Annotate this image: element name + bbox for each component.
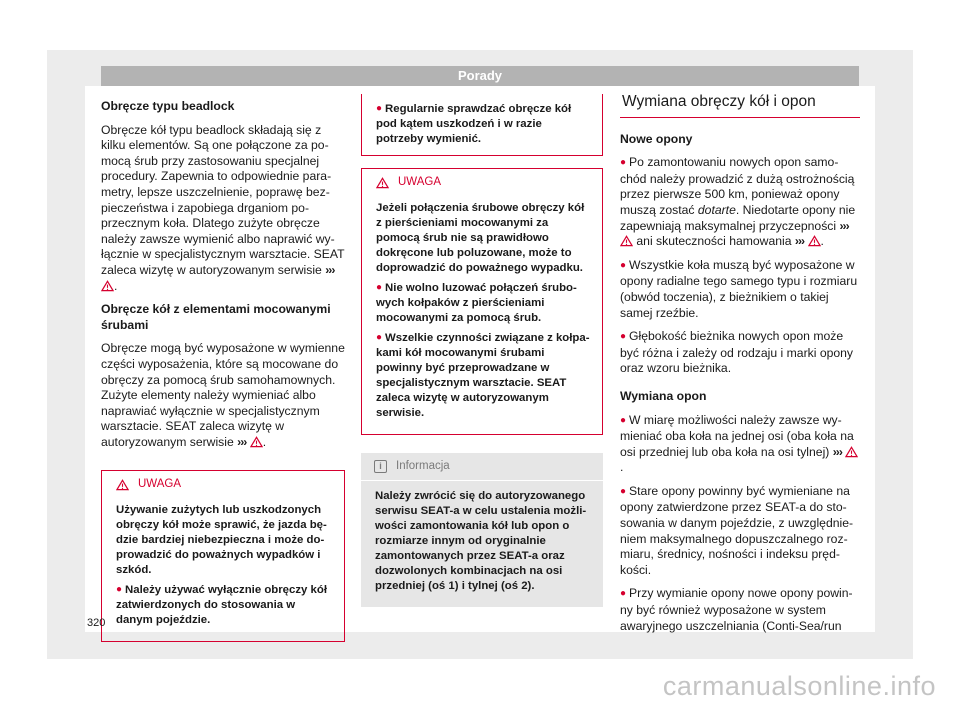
info-box-header — [361, 453, 603, 481]
info-text: Należy zwrócić się do autoryzowanego serwisu SEAT-a w celu ustalenia możliwości zamontowania kół lub opon o rozmiarze innym od oryginalnie zamontowanych przez SEAT-a oraz dozwolonych kombinacjach na osi przedniej (oś 1) i tylnej (oś 2). — [375, 490, 587, 592]
warning-triangle-icon — [376, 177, 389, 189]
bullet-icon: ● — [620, 259, 627, 271]
warning-body — [102, 498, 344, 641]
info-box — [361, 453, 603, 607]
section-title: Wymiana obręczy kół i opon — [620, 94, 860, 118]
heading-beadlock: Obręcze typu beadlock — [101, 99, 235, 113]
bullet-icon: ● — [620, 331, 627, 343]
bullet-icon: ● — [376, 282, 383, 293]
page-header: Porady — [101, 66, 859, 86]
paragraph-beadlock: Obręcze kół typu beadlock składają się z kilku elementów. Są one połączone za pomocą śrub przy zastosowaniu specjalnej procedury. Zapewnia to odpowiednie parametry, lepsze uszczelnienie, poprawę bezpieczeństwa i zapobiega drganiom poprzecznym koła. Dlatego zużyte obręcze należy zawsze wymienić albo naprawić wyłącznie w specjalistycznym warsztacie. SEAT zaleca wizytę w autoryzowanym serwisie ››› . — [101, 122, 345, 293]
watermark: carmanualsonline.info — [662, 671, 936, 701]
warning-bullet: ● Regularnie sprawdzać obręcze kół pod kątem uszkodzeń i w razie potrzeby wymienić. — [376, 103, 572, 145]
warning-triangle-icon — [845, 446, 858, 458]
list-item: ● Po zamontowaniu nowych opon samochód należy prowadzić z dużą ostrożnością przez pierwsze 500 km, ponieważ opony muszą zostać dotarte. Niedotarte opony nie zapewniają maksymalnej przyczepności ››› ani skuteczności hamowania ››› . — [620, 155, 856, 249]
reference-arrows: ››› — [237, 434, 247, 449]
warning-box — [101, 470, 345, 642]
warning-text: Jeżeli połączenia śrubowe obręczy kół z pierścieniami mocowanymi za pomocą śrub nie są prawidłowo dokręcone lub poluzowane, może to doprowadzić do poważnego wypadku. — [376, 202, 585, 274]
reference-arrows: ››› — [839, 218, 849, 233]
bullet-icon: ● — [620, 485, 627, 497]
warning-bullet: ● Należy używać wyłącznie obręczy kół zatwierdzonych do stosowania w danym pojeździe. — [116, 584, 328, 627]
warning-box-header — [102, 471, 344, 498]
list-item: ● W miarę możliwości należy zawsze wymieniać oba koła na jednej osi (oba koła na osi przedniej lub oba koła na osi tylnej) ››› . — [620, 413, 860, 476]
column-left — [101, 99, 345, 642]
list-item: ● Stare opony powinny być wymieniane na opony zatwierdzone przez SEAT-a do stosowania w danym pojeździe, z uwzględnieniem maksymalnego dopuszczalnego rozmiaru, średnicy, nośności i indeksu prędkości. — [620, 483, 854, 577]
warning-bullet: ● Nie wolno luzować połączeń śrubowych kołpaków z pierścieniami mocowanymi za pomocą śrub. — [376, 282, 577, 324]
warning-box — [361, 168, 603, 435]
warning-box-continued — [361, 94, 603, 156]
info-label: Informacja — [396, 460, 450, 472]
bullet-icon: ● — [620, 588, 627, 600]
bullet-icon: ● — [620, 157, 627, 169]
warning-box-header — [362, 169, 602, 196]
column-middle — [361, 94, 603, 607]
reference-arrows: ››› — [794, 234, 805, 249]
info-icon: i — [374, 460, 387, 473]
reference-arrows: ››› — [325, 262, 335, 277]
bullet-icon: ● — [376, 332, 383, 343]
warning-continued-body — [362, 94, 602, 155]
column-right — [620, 94, 860, 642]
bullet-icon: ● — [620, 414, 627, 426]
warning-triangle-icon — [620, 235, 633, 247]
heading-new-tyres: Nowe opony — [620, 131, 693, 146]
warning-triangle-icon — [808, 235, 821, 247]
reference-arrows: ››› — [832, 444, 842, 459]
list-item: ● Przy wymianie opony nowe opony powinny być również wyposażone w system awaryjnego uszczelniania (Conti-Sea/run — [620, 586, 853, 633]
info-body — [361, 481, 603, 607]
warning-bullet: ● Wszelkie czynności związane z kołpakami kół mocowanymi śrubami powinny być przeprowadzane w specjalistycznym warsztacie. SEAT zaleca wizytę w autoryzowanym serwisie. — [376, 332, 590, 419]
bullet-icon: ● — [116, 584, 123, 596]
warning-triangle-icon — [116, 479, 129, 491]
warning-body — [362, 196, 602, 434]
warning-label: UWAGA — [138, 478, 182, 491]
list-item: ● Głębokość bieżnika nowych opon może być różna i zależy od rodzaju i marki opony oraz wzoru bieżnika. — [620, 329, 854, 376]
paragraph-bolted-elements: Obręcze mogą być wyposażone w wymienne części wyposażenia, które są mocowane do obręczy za pomocą śrub samohamownych. Zużyte elementy należy wymieniać albo naprawiać wyłącznie w specjalistycznym warsztacie. SEAT zaleca wizytę w autoryzowanym serwisie ››› . — [101, 341, 345, 449]
page-number: 320 — [87, 617, 106, 629]
warning-triangle-icon — [250, 436, 263, 448]
list-item: ● Wszystkie koła muszą być wyposażone w opony radialne tego samego typu i rozmiaru (obwód toczenia), z bieżnikiem o takiej samej rzeźbie. — [620, 257, 858, 320]
warning-label: UWAGA — [398, 176, 442, 188]
warning-text: Używanie zużytych lub uszkodzonych obręczy kół może sprawić, że jazda będzie bardziej niebezpieczna i może doprowadzić do poważnych wypadków i szkód. — [116, 504, 327, 577]
heading-tyre-replacement: Wymiana opon — [620, 388, 707, 403]
bullet-icon: ● — [376, 103, 383, 114]
warning-triangle-icon — [101, 280, 114, 292]
heading-bolted-elements: Obręcze kół z elementami mocowanymi śrubami — [101, 302, 331, 332]
